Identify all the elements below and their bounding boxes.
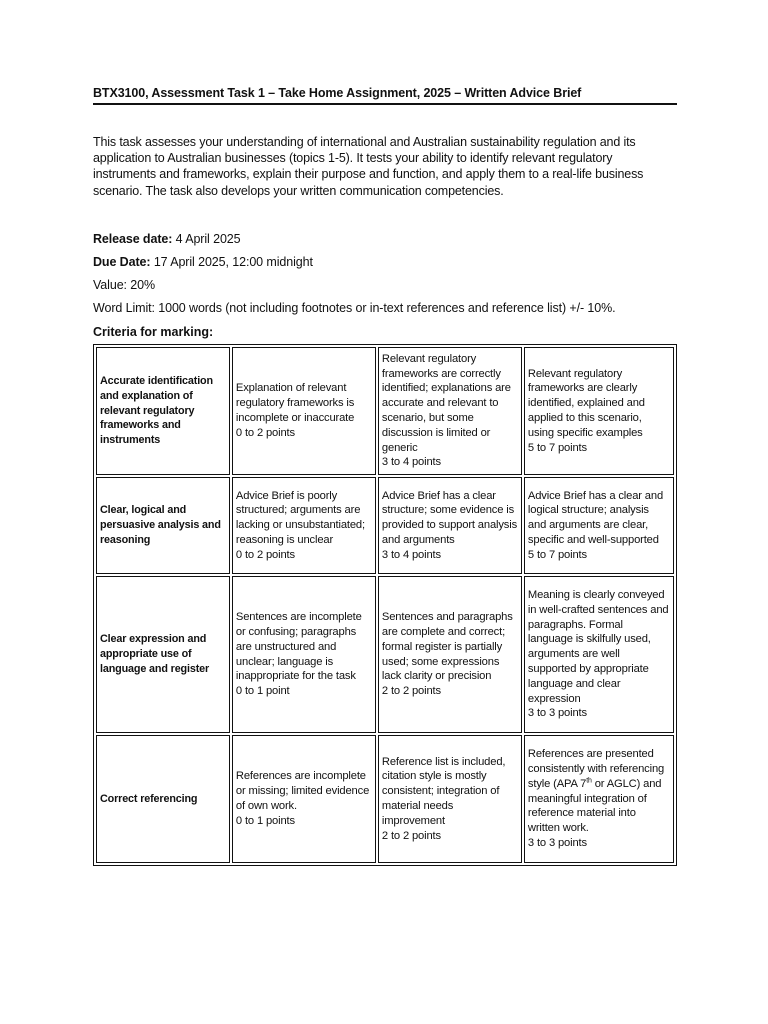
criterion-cell: Correct referencing: [96, 735, 230, 863]
release-date-value: 4 April 2025: [172, 231, 241, 246]
band-description: [528, 747, 670, 836]
criterion-cell: Accurate identification and explanation of relevant regulatory frameworks and instruments: [96, 347, 230, 475]
due-date-value: 17 April 2025, 12:00 midnight: [150, 254, 313, 269]
band-description: Meaning is clearly conveyed in well-crafted sentences and paragraphs. Formal language is skilfully used, arguments are well supported by appropriate language and clear expression: [527, 588, 669, 705]
band-description-post: or AGLC) and meaningful integration of reference material into written work.: [527, 777, 662, 835]
band-points: 2 to 2 points: [381, 685, 441, 698]
mid-band-cell: [378, 576, 522, 733]
low-band-cell: [232, 576, 376, 733]
word-limit: Word Limit: 1000 words (not including footnotes or in-text references and reference list) +/- 10%.: [93, 300, 616, 315]
high-band-cell: [524, 576, 674, 733]
band-points: 3 to 3 points: [527, 837, 587, 849]
rubric-row: [96, 735, 674, 863]
band-description: Sentences and paragraphs are complete and correct; formal register is partially used; some expressions lack clarity or precision: [381, 611, 513, 683]
band-points: 0 to 2 points: [235, 426, 295, 439]
criterion-cell: Clear, logical and persuasive analysis and reasoning: [96, 477, 230, 574]
low-band-cell: [232, 347, 376, 475]
mid-band-cell: [378, 735, 522, 863]
assessment-value: Value: 20%: [93, 277, 156, 292]
band-description: Relevant regulatory frameworks are correctly identified; explanations are accurate and relevant to scenario, but some discussion is limited or generic: [381, 352, 511, 454]
mid-band-cell: [378, 477, 522, 574]
rubric-row: [96, 576, 674, 733]
rubric-row: [96, 477, 674, 574]
band-description: Advice Brief is poorly structured; arguments are lacking or unsubstantiated; reasoning is unclear: [235, 489, 365, 546]
marking-rubric-table: [93, 344, 677, 866]
band-points: 0 to 1 points: [235, 814, 295, 827]
band-description: Reference list is included, citation style is mostly consistent; integration of material needs improvement: [381, 755, 506, 827]
due-date-label: Due Date:: [93, 254, 151, 269]
band-points: 3 to 4 points: [381, 548, 441, 561]
band-description: Relevant regulatory frameworks are clearly identified, explained and applied to this scenario, using specific examples: [527, 367, 645, 439]
rubric-row: [96, 347, 674, 475]
high-band-cell: [524, 735, 674, 863]
high-band-cell: [524, 347, 674, 475]
band-points: 5 to 7 points: [527, 441, 587, 454]
due-date: [93, 254, 677, 270]
release-date: [93, 231, 677, 247]
mid-band-cell: [378, 347, 522, 475]
criterion-cell: Clear expression and appropriate use of language and register: [96, 576, 230, 733]
band-description-pre: References are presented consistently with referencing style (APA 7: [527, 748, 665, 790]
document-page: [93, 86, 677, 866]
low-band-cell: [232, 477, 376, 574]
band-description: Advice Brief has a clear and logical structure; analysis and arguments are clear, specific and well-supported: [527, 489, 664, 546]
band-description: References are incomplete or missing; limited evidence of own work.: [235, 770, 370, 813]
band-points: 0 to 2 points: [235, 548, 295, 561]
band-points: 5 to 7 points: [527, 548, 587, 561]
release-date-label: Release date:: [93, 231, 173, 246]
superscript-th: th: [586, 777, 592, 785]
band-points: 0 to 1 point: [235, 685, 290, 698]
criteria-heading: Criteria for marking:: [93, 325, 214, 340]
band-description: Sentences are incomplete or confusing; paragraphs are unstructured and unclear; language is inappropriate for the task: [235, 611, 362, 683]
band-description: Advice Brief has a clear structure; some evidence is provided to support analysis and arguments: [381, 489, 518, 546]
band-points: 2 to 2 points: [381, 829, 441, 842]
high-band-cell: [524, 477, 674, 574]
band-points: 3 to 4 points: [381, 456, 441, 469]
low-band-cell: [232, 735, 376, 863]
band-points: 3 to 3 points: [527, 707, 587, 720]
document-title: BTX3100, Assessment Task 1 – Take Home Assignment, 2025 – Written Advice Brief: [93, 86, 677, 105]
band-description: Explanation of relevant regulatory frameworks is incomplete or inaccurate: [235, 382, 355, 425]
intro-paragraph: This task assesses your understanding of international and Australian sustainability regulation and its application to Australian businesses (topics 1-5). It tests your ability to identify relevant regulatory instruments and frameworks, explain their purpose and function, and apply them to a real-life business scenario. The task also develops your written communication competencies.: [93, 135, 644, 198]
